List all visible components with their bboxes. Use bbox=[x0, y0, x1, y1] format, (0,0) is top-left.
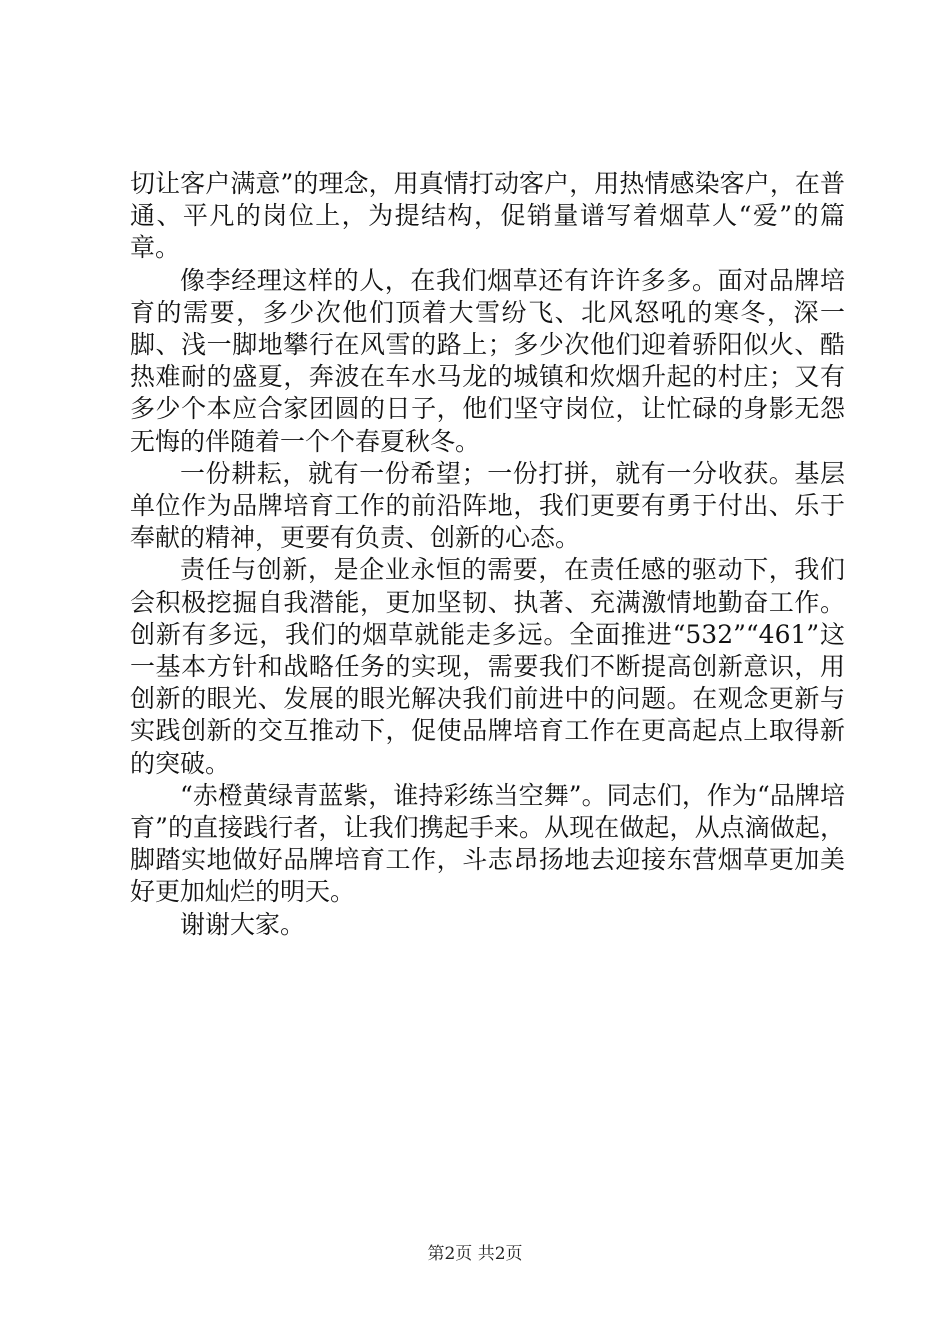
paragraph-continuation: 切让客户满意”的理念，用真情打动客户，用热情感染客户，在普通、平凡的岗位上，为提结构，促销量谱写着烟草人“爱”的篇章。 bbox=[130, 169, 845, 263]
paragraph-closing-call: “赤橙黄绿青蓝紫，谁持彩练当空舞”。同志们，作为“品牌培育”的直接践行者，让我们携起手来。从现在做起，从点滴做起，脚踏实地做好品牌培育工作，斗志昂扬地去迎接东营烟草更加美好更加灿烂的明天。 bbox=[130, 780, 845, 907]
paragraph-responsibility-innovation: 责任与创新，是企业永恒的需要，在责任感的驱动下，我们会积极挖掘自我潜能，更加坚韧、执著、充满激情地勤奋工作。创新有多远，我们的烟草就能走多远。全面推进“532”“461”这一基本方针和战略任务的实现，需要我们不断提高创新意识，用创新的眼光、发展的眼光解决我们前进中的问题。在观念更新与实践创新的交互推动下，促使品牌培育工作在更高起点上取得新的突破。 bbox=[130, 555, 845, 778]
paragraph-manager-example: 像李经理这样的人，在我们烟草还有许许多多。面对品牌培育的需要，多少次他们顶着大雪纷飞、北风怒吼的寒冬，深一脚、浅一脚地攀行在风雪的路上；多少次他们迎着骄阳似火、酷热难耐的盛夏，奔波在车水马龙的城镇和炊烟升起的村庄；又有多少个本应合家团圆的日子，他们坚守岗位，让忙碌的身影无怨无悔的伴随着一个个春夏秋冬。 bbox=[130, 265, 845, 456]
document-body bbox=[130, 168, 845, 941]
paragraph-cultivation: 一份耕耘，就有一份希望；一份打拼，就有一分收获。基层单位作为品牌培育工作的前沿阵地，我们更要有勇于付出、乐于奉献的精神，更要有负责、创新的心态。 bbox=[130, 458, 845, 553]
page-number-footer: 第2页 共2页 bbox=[427, 1244, 523, 1264]
paragraph-thanks: 谢谢大家。 bbox=[180, 909, 306, 939]
